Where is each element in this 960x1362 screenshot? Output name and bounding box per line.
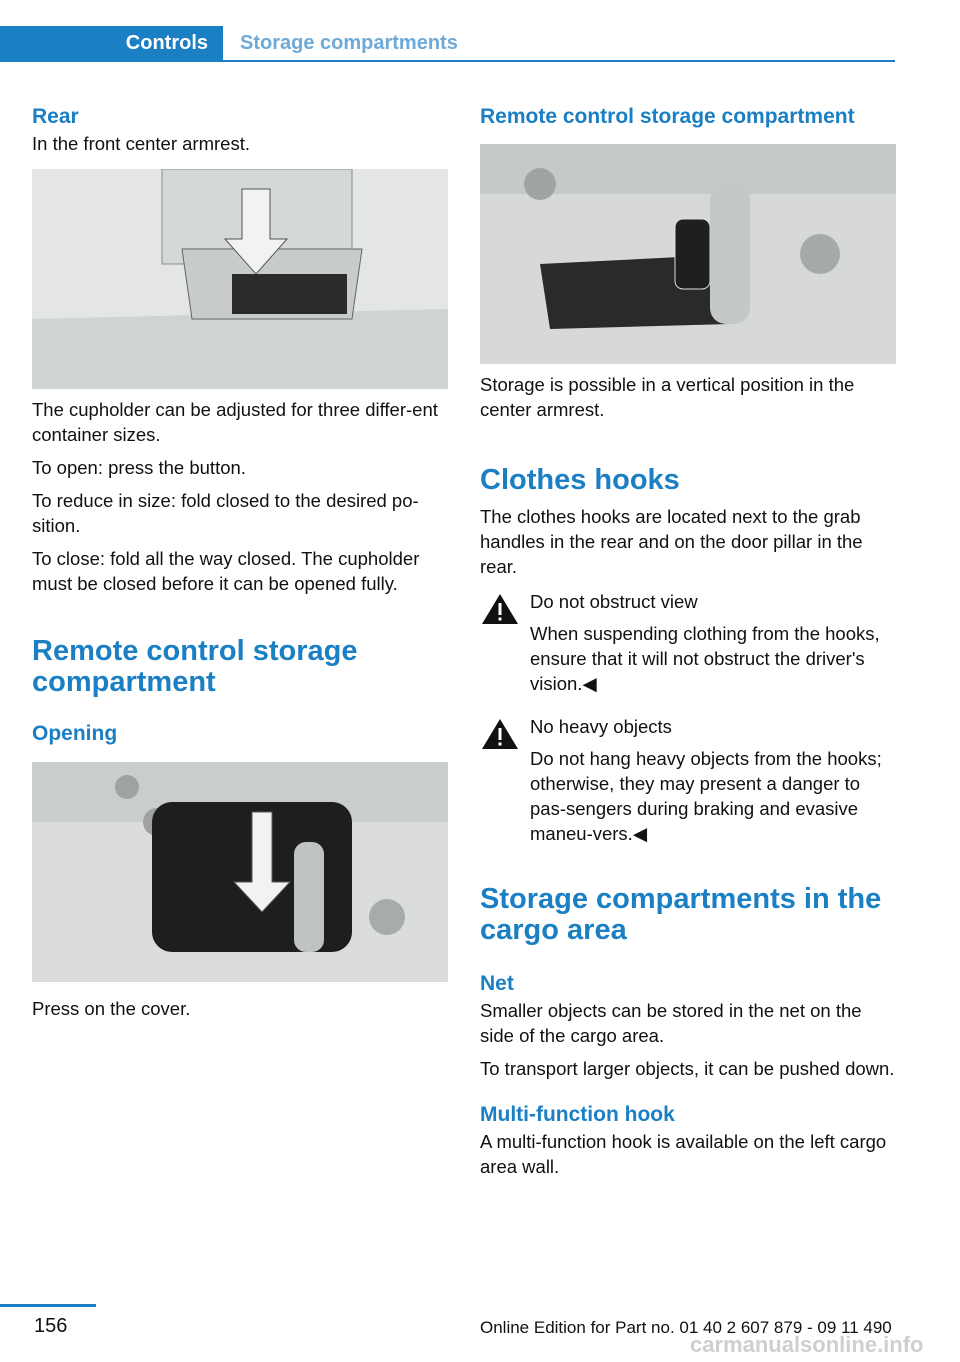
remote-storage-heading: Remote control storage compartment (32, 635, 358, 698)
net-text-2: To transport larger objects, it can be pushed down. (480, 1058, 895, 1079)
tab-controls[interactable]: Controls (0, 26, 223, 60)
cupholder-sizes-text: The cupholder can be adjusted for three differ-ent container sizes. (32, 399, 438, 445)
remote-key-storage-illustration (480, 144, 896, 364)
rear-heading: Rear (32, 105, 79, 128)
net-heading: Net (480, 972, 514, 995)
armrest-cupholder-illustration (32, 169, 448, 389)
to-close-text: To close: fold all the way closed. The cupholder must be closed before it can be opened fully. (32, 548, 420, 594)
warning-obstruct-view (480, 589, 896, 696)
left-column (32, 103, 448, 1021)
opening-heading: Opening (32, 722, 118, 745)
multifunction-hook-heading: Multi-function hook (480, 1103, 675, 1126)
online-edition-text: Online Edition for Part no. 01 40 2 607 879 - 09 11 490 (480, 1318, 892, 1337)
warning2-text: Do not hang heavy objects from the hooks; otherwise, they may present a danger to pas-sengers during braking and evasive maneu-vers.◀ (530, 748, 882, 844)
to-reduce-text: To reduce in size: fold closed to the desired po-sition. (32, 490, 419, 536)
clothes-hooks-text: The clothes hooks are located next to the grab handles in the rear and on the door pillar in the rear. (480, 506, 863, 577)
multifunction-hook-text: A multi-function hook is available on the left cargo area wall. (480, 1131, 887, 1177)
rear-text: In the front center armrest. (32, 133, 250, 154)
page-number: 156 (34, 1315, 68, 1337)
footer-rule (0, 1304, 96, 1307)
cargo-storage-heading: Storage compartments in the cargo area (480, 883, 882, 946)
warning1-text: When suspending clothing from the hooks, ensure that it will not obstruct the driver's vision.◀ (530, 623, 880, 694)
console-cover-illustration (32, 762, 448, 982)
remote-storage-subheading: Remote control storage compartment (480, 105, 855, 128)
clothes-hooks-heading: Clothes hooks (480, 464, 680, 496)
header-tabbar (0, 26, 895, 62)
tab-storage-compartments[interactable]: Storage compartments (240, 32, 458, 54)
to-open-text: To open: press the button. (32, 457, 246, 478)
net-text-1: Smaller objects can be stored in the net on the side of the cargo area. (480, 1000, 862, 1046)
warning-heavy-objects (480, 714, 896, 846)
warning2-title: No heavy objects (530, 716, 672, 737)
right-column (480, 103, 896, 1179)
press-cover-text: Press on the cover. (32, 998, 191, 1019)
warning-triangle-icon (480, 716, 520, 752)
watermark: carmanualsonline.info (690, 1332, 924, 1357)
warning1-title: Do not obstruct view (530, 591, 698, 612)
header-rule (0, 60, 895, 62)
warning-triangle-icon (480, 591, 520, 627)
remote-storage-text: Storage is possible in a vertical position in the center armrest. (480, 374, 855, 420)
